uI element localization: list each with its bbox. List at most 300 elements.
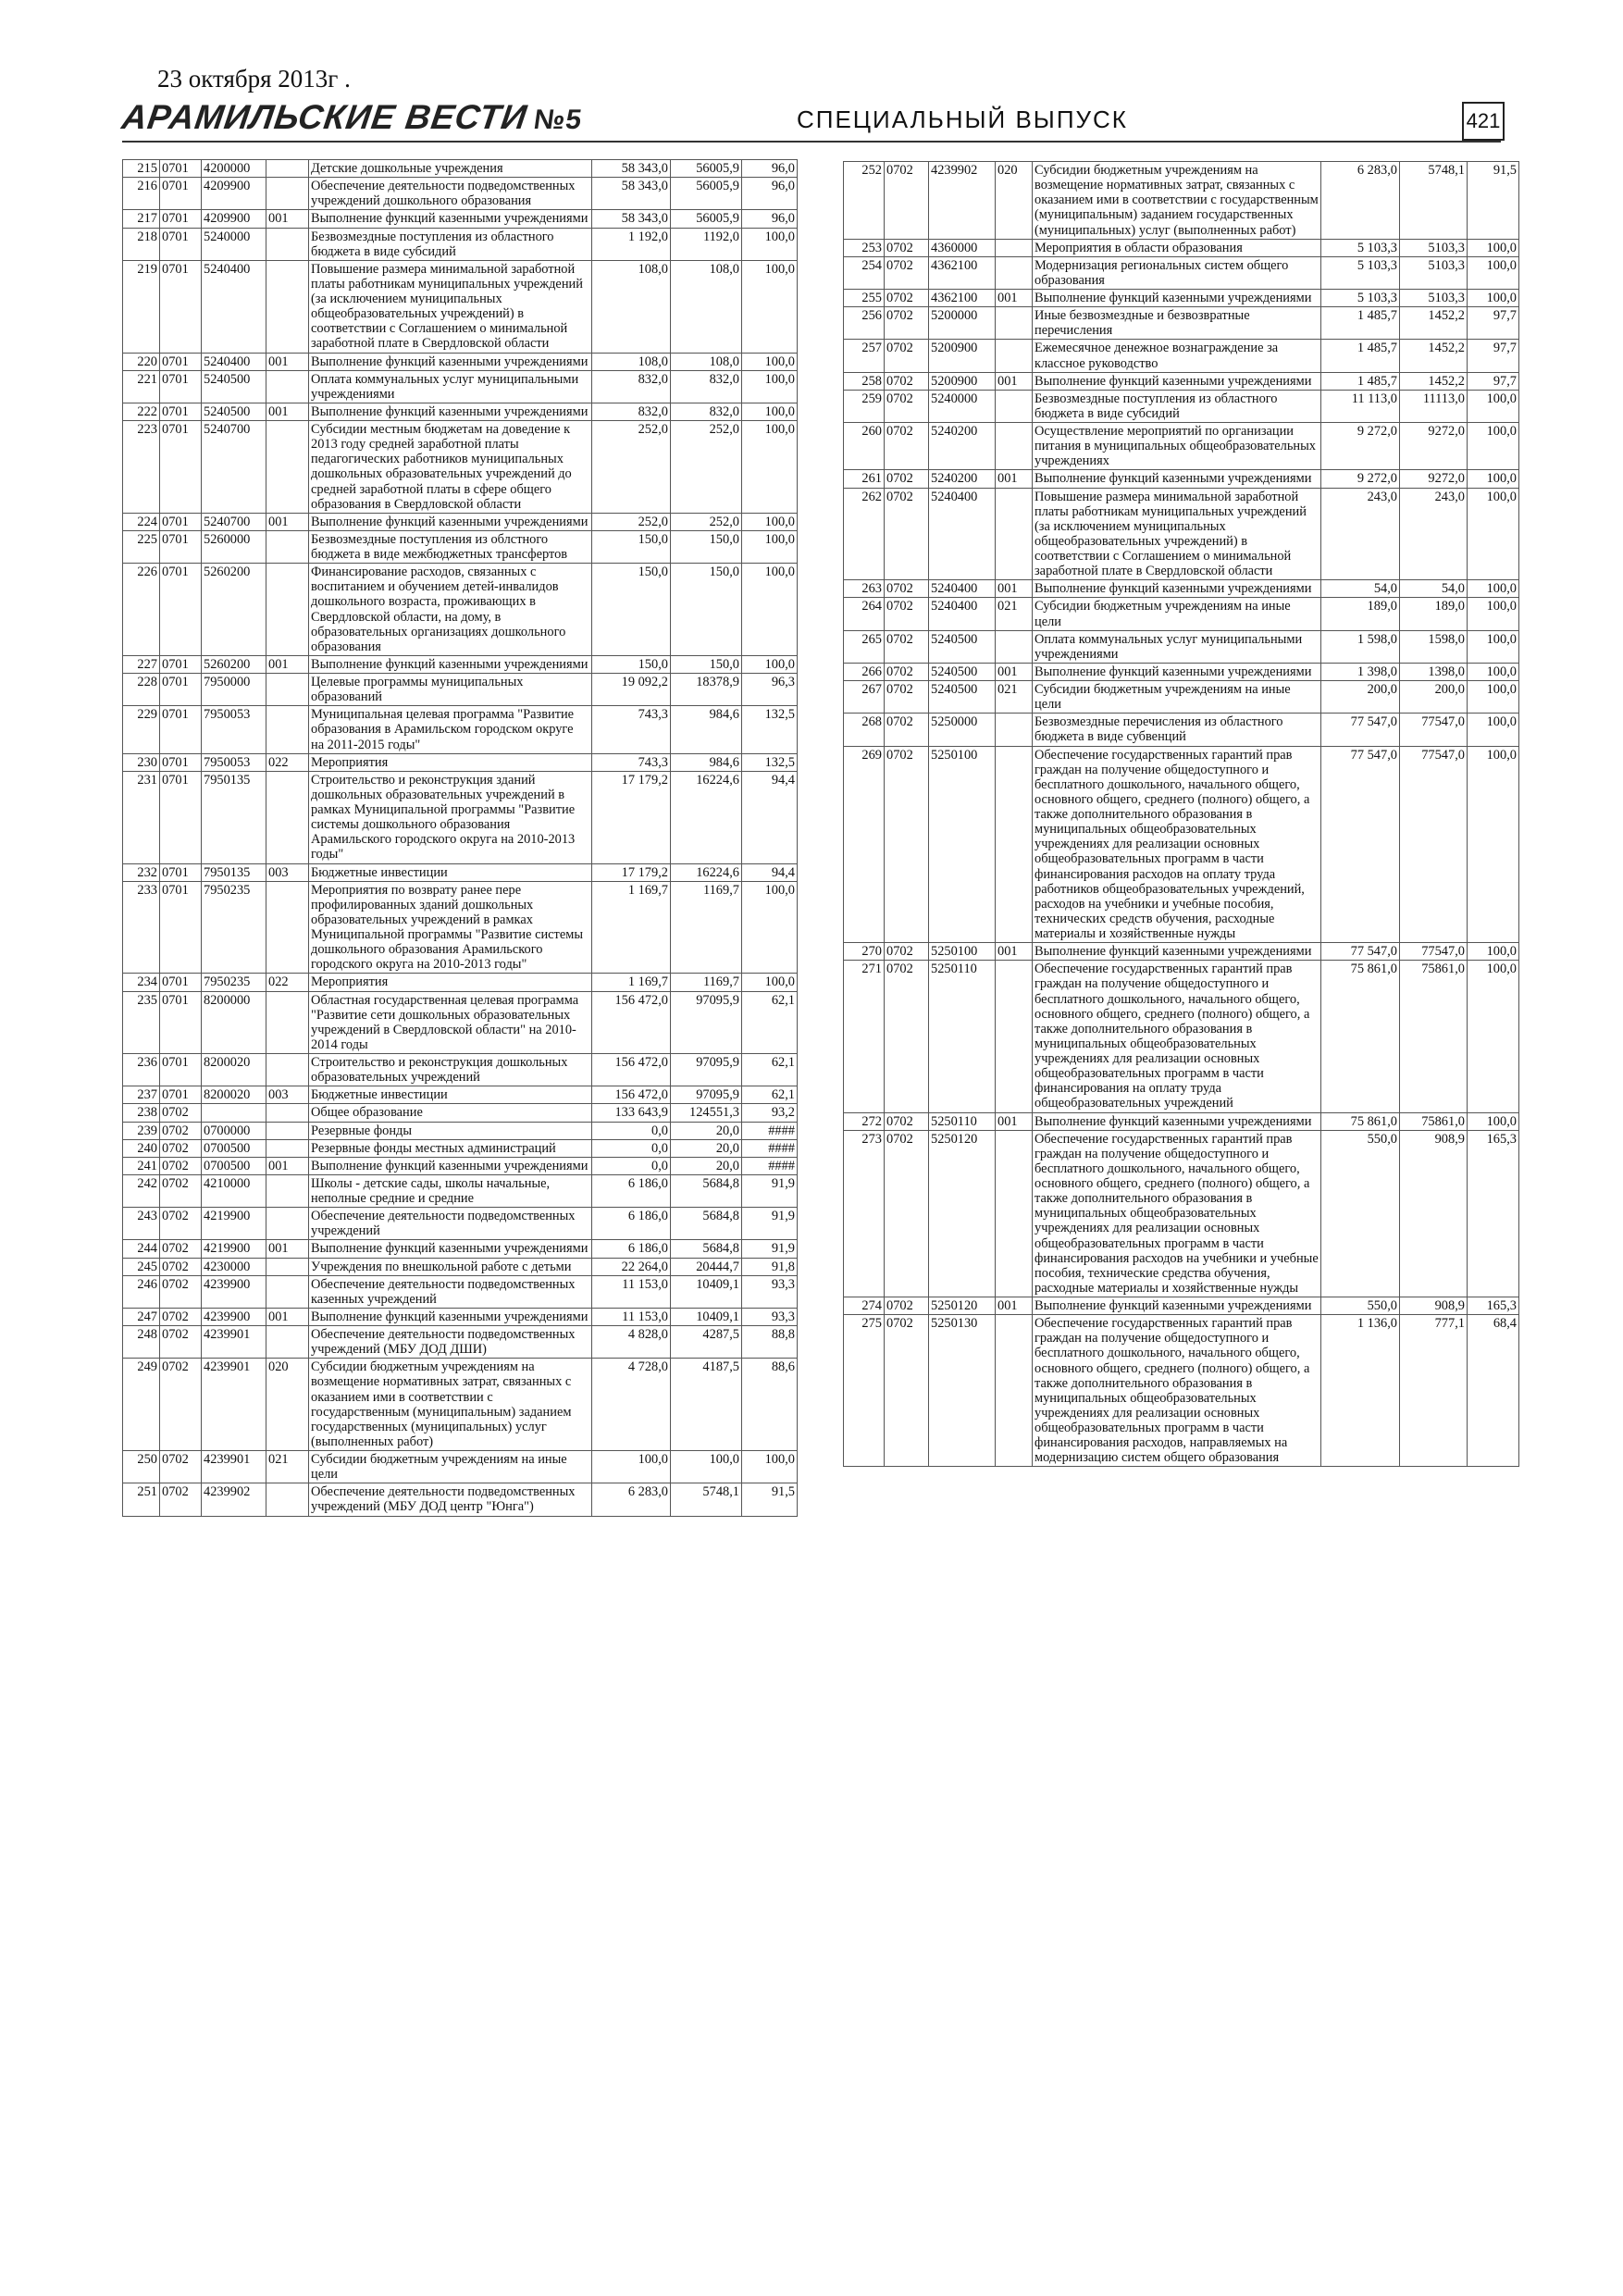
percent: 100,0 <box>742 353 798 370</box>
plan-amount: 108,0 <box>592 353 671 370</box>
percent: 100,0 <box>1468 663 1519 680</box>
actual-amount: 5103,3 <box>1400 239 1468 256</box>
item-name: Детские дошкольные учреждения <box>309 160 592 178</box>
plan-amount: 11 153,0 <box>592 1275 671 1308</box>
page-number: 421 <box>1462 102 1505 141</box>
percent: 100,0 <box>1468 470 1519 488</box>
header-rule <box>122 141 1501 143</box>
target-code: 5250130 <box>929 1315 996 1467</box>
expense-type <box>996 630 1033 663</box>
target-code: 5240400 <box>202 260 266 353</box>
item-name: Безвозмездные поступления из областного бюджета в виде субсидий <box>1033 390 1321 422</box>
expense-type: 001 <box>996 580 1033 598</box>
section-code: 0702 <box>160 1359 202 1451</box>
table-row <box>123 881 798 974</box>
actual-amount: 20,0 <box>671 1139 742 1157</box>
plan-amount: 19 092,2 <box>592 674 671 706</box>
expense-type <box>996 239 1033 256</box>
target-code: 4239900 <box>202 1275 266 1308</box>
table-row <box>123 1104 798 1122</box>
row-number: 232 <box>123 863 160 881</box>
section-code: 0701 <box>160 655 202 673</box>
target-code: 5240400 <box>929 488 996 580</box>
plan-amount: 243,0 <box>1321 488 1400 580</box>
actual-amount: 5748,1 <box>671 1483 742 1516</box>
item-name: Иные безвозмездные и безвозвратные перечисления <box>1033 307 1321 340</box>
actual-amount: 124551,3 <box>671 1104 742 1122</box>
percent: 100,0 <box>742 1451 798 1483</box>
row-number: 265 <box>844 630 885 663</box>
item-name: Модернизация региональных систем общего образования <box>1033 256 1321 289</box>
item-name: Осуществление мероприятий по организации питания в муниципальных общеобразовательных учреждениях <box>1033 423 1321 470</box>
row-number: 255 <box>844 290 885 307</box>
actual-amount: 832,0 <box>671 403 742 420</box>
actual-amount: 984,6 <box>671 706 742 753</box>
table-row <box>844 1315 1519 1467</box>
special-issue-label: СПЕЦИАЛЬНЫЙ ВЫПУСК <box>797 105 1128 133</box>
newspaper-title <box>119 98 585 137</box>
row-number: 230 <box>123 753 160 771</box>
section-code: 0702 <box>885 598 929 630</box>
table-row <box>123 564 798 656</box>
section-code: 0701 <box>160 706 202 753</box>
section-code: 0702 <box>885 961 929 1112</box>
actual-amount: 1452,2 <box>1400 340 1468 372</box>
row-number: 271 <box>844 961 885 1112</box>
section-code: 0702 <box>160 1104 202 1122</box>
newspaper-name: АРАМИЛЬСКИЕ ВЕСТИ <box>119 98 530 136</box>
actual-amount: 150,0 <box>671 564 742 656</box>
issue-date: 23 октября 2013г . <box>157 65 351 93</box>
row-number: 239 <box>123 1122 160 1139</box>
row-number: 257 <box>844 340 885 372</box>
expense-type: 001 <box>266 513 309 530</box>
percent: 91,9 <box>742 1174 798 1207</box>
target-code: 5240500 <box>929 663 996 680</box>
target-code: 4239901 <box>202 1359 266 1451</box>
table-row <box>123 1451 798 1483</box>
table-row <box>123 228 798 260</box>
item-name: Обеспечение государственных гарантий прав граждан на получение общедоступного и бесплатного дошкольного, начального общего, основного общего, среднего (полного) общего, а также дополнительного образования в муниципальных общеобразовательных учреждениях для реализации основных общеобразовательных программ в части финансирования расходов на оплату труда работников общеобразовательных учреждений, расходов на учебники и учебные пособия, технических средств обучения, расходные материалы и хозяйственные нужды <box>1033 746 1321 943</box>
percent: 100,0 <box>1468 239 1519 256</box>
section-code: 0702 <box>160 1208 202 1240</box>
percent: 100,0 <box>1468 256 1519 289</box>
item-name: Безвозмездные поступления из облстного бюджета в виде межбюджетных трансфертов <box>309 530 592 563</box>
plan-amount: 5 103,3 <box>1321 290 1400 307</box>
percent: 62,1 <box>742 1054 798 1086</box>
section-code: 0702 <box>885 714 929 746</box>
section-code: 0702 <box>885 372 929 390</box>
item-name: Мероприятия <box>309 974 592 991</box>
target-code: 5200900 <box>929 340 996 372</box>
plan-amount: 1 598,0 <box>1321 630 1400 663</box>
target-code: 4200000 <box>202 160 266 178</box>
percent: 100,0 <box>742 513 798 530</box>
section-code: 0702 <box>160 1483 202 1516</box>
actual-amount: 777,1 <box>1400 1315 1468 1467</box>
percent: 91,5 <box>1468 162 1519 240</box>
plan-amount: 54,0 <box>1321 580 1400 598</box>
row-number: 262 <box>844 488 885 580</box>
percent: 100,0 <box>1468 598 1519 630</box>
section-code: 0702 <box>885 681 929 714</box>
item-name: Выполнение функций казенными учреждениями <box>309 1157 592 1174</box>
table-row <box>123 1240 798 1258</box>
table-row <box>123 1308 798 1325</box>
target-code: 5240000 <box>202 228 266 260</box>
actual-amount: 1598,0 <box>1400 630 1468 663</box>
section-code: 0701 <box>160 530 202 563</box>
target-code <box>202 1104 266 1122</box>
actual-amount: 16224,6 <box>671 863 742 881</box>
section-code: 0702 <box>885 290 929 307</box>
percent: 88,8 <box>742 1326 798 1359</box>
item-name: Выполнение функций казенными учреждениями <box>1033 470 1321 488</box>
actual-amount: 20,0 <box>671 1122 742 1139</box>
item-name: Строительство и реконструкция дошкольных образовательных учреждений <box>309 1054 592 1086</box>
target-code: 4239902 <box>929 162 996 240</box>
target-code: 5240400 <box>202 353 266 370</box>
plan-amount: 550,0 <box>1321 1297 1400 1315</box>
table-row <box>844 390 1519 422</box>
row-number: 274 <box>844 1297 885 1315</box>
row-number: 275 <box>844 1315 885 1467</box>
table-row <box>123 513 798 530</box>
section-code: 0702 <box>885 1130 929 1297</box>
expense-type <box>996 256 1033 289</box>
table-row <box>844 290 1519 307</box>
actual-amount: 18378,9 <box>671 674 742 706</box>
percent: 165,3 <box>1468 1130 1519 1297</box>
plan-amount: 9 272,0 <box>1321 423 1400 470</box>
target-code: 4362100 <box>929 290 996 307</box>
expense-type: 021 <box>996 681 1033 714</box>
plan-amount: 4 828,0 <box>592 1326 671 1359</box>
item-name: Выполнение функций казенными учреждениями <box>309 655 592 673</box>
expense-type <box>996 390 1033 422</box>
plan-amount: 156 472,0 <box>592 1054 671 1086</box>
row-number: 259 <box>844 390 885 422</box>
actual-amount: 200,0 <box>1400 681 1468 714</box>
row-number: 222 <box>123 403 160 420</box>
target-code: 5240500 <box>202 403 266 420</box>
percent: 100,0 <box>742 421 798 514</box>
table-row <box>844 340 1519 372</box>
table-row <box>844 488 1519 580</box>
percent: 91,9 <box>742 1240 798 1258</box>
table-row <box>844 943 1519 961</box>
row-number: 220 <box>123 353 160 370</box>
plan-amount: 1 485,7 <box>1321 307 1400 340</box>
row-number: 236 <box>123 1054 160 1086</box>
percent: 100,0 <box>742 530 798 563</box>
plan-amount: 252,0 <box>592 421 671 514</box>
actual-amount: 11113,0 <box>1400 390 1468 422</box>
actual-amount: 5684,8 <box>671 1240 742 1258</box>
actual-amount: 150,0 <box>671 530 742 563</box>
section-code: 0702 <box>160 1275 202 1308</box>
row-number: 221 <box>123 370 160 403</box>
actual-amount: 56005,9 <box>671 178 742 210</box>
percent: 100,0 <box>742 974 798 991</box>
section-code: 0701 <box>160 421 202 514</box>
percent: 100,0 <box>742 260 798 353</box>
table-row <box>844 470 1519 488</box>
row-number: 240 <box>123 1139 160 1157</box>
percent: 97,7 <box>1468 307 1519 340</box>
actual-amount: 10409,1 <box>671 1308 742 1325</box>
plan-amount: 1 485,7 <box>1321 340 1400 372</box>
table-row <box>123 991 798 1054</box>
target-code: 4362100 <box>929 256 996 289</box>
section-code: 0701 <box>160 863 202 881</box>
target-code: 7950235 <box>202 881 266 974</box>
actual-amount: 243,0 <box>1400 488 1468 580</box>
expense-type: 022 <box>266 974 309 991</box>
row-number: 226 <box>123 564 160 656</box>
item-name: Выполнение функций казенными учреждениями <box>1033 1112 1321 1130</box>
table-row <box>844 372 1519 390</box>
plan-amount: 743,3 <box>592 753 671 771</box>
plan-amount: 832,0 <box>592 370 671 403</box>
table-row <box>844 307 1519 340</box>
plan-amount: 1 136,0 <box>1321 1315 1400 1467</box>
section-code: 0702 <box>885 307 929 340</box>
item-name: Бюджетные инвестиции <box>309 1086 592 1104</box>
percent: #### <box>742 1122 798 1139</box>
expense-type <box>996 746 1033 943</box>
row-number: 246 <box>123 1275 160 1308</box>
item-name: Строительство и реконструкция зданий дошкольных образовательных учреждений в рамках Муниципальной программы "Развитие системы дошкольного образования Арамильского городского округа на 2010-2013 годы" <box>309 771 592 863</box>
plan-amount: 200,0 <box>1321 681 1400 714</box>
target-code: 4239901 <box>202 1326 266 1359</box>
table-row <box>123 370 798 403</box>
table-row <box>123 706 798 753</box>
actual-amount: 908,9 <box>1400 1297 1468 1315</box>
row-number: 245 <box>123 1258 160 1275</box>
percent: 132,5 <box>742 706 798 753</box>
table-row <box>844 961 1519 1112</box>
percent: 100,0 <box>1468 390 1519 422</box>
section-code: 0702 <box>885 390 929 422</box>
actual-amount: 9272,0 <box>1400 423 1468 470</box>
table-row <box>123 674 798 706</box>
expense-type: 001 <box>266 655 309 673</box>
section-code: 0702 <box>160 1122 202 1139</box>
target-code: 7950000 <box>202 674 266 706</box>
plan-amount: 11 113,0 <box>1321 390 1400 422</box>
section-code: 0701 <box>160 991 202 1054</box>
plan-amount: 550,0 <box>1321 1130 1400 1297</box>
section-code: 0702 <box>885 580 929 598</box>
item-name: Обеспечение деятельности подведомственных казенных учреждений <box>309 1275 592 1308</box>
row-number: 247 <box>123 1308 160 1325</box>
section-code: 0702 <box>160 1451 202 1483</box>
actual-amount: 1452,2 <box>1400 307 1468 340</box>
item-name: Выполнение функций казенными учреждениями <box>309 1308 592 1325</box>
percent: 96,3 <box>742 674 798 706</box>
expense-type <box>266 1208 309 1240</box>
actual-amount: 1452,2 <box>1400 372 1468 390</box>
row-number: 235 <box>123 991 160 1054</box>
item-name: Выполнение функций казенными учреждениями <box>309 353 592 370</box>
table-row <box>844 1130 1519 1297</box>
budget-table-left <box>122 159 798 1517</box>
row-number: 218 <box>123 228 160 260</box>
target-code: 5240400 <box>929 580 996 598</box>
target-code: 4209900 <box>202 178 266 210</box>
row-number: 227 <box>123 655 160 673</box>
actual-amount: 5103,3 <box>1400 256 1468 289</box>
section-code: 0701 <box>160 771 202 863</box>
row-number: 237 <box>123 1086 160 1104</box>
percent: 91,9 <box>742 1208 798 1240</box>
actual-amount: 20444,7 <box>671 1258 742 1275</box>
expense-type: 001 <box>266 1157 309 1174</box>
actual-amount: 5103,3 <box>1400 290 1468 307</box>
section-code: 0701 <box>160 160 202 178</box>
percent: 62,1 <box>742 991 798 1054</box>
target-code: 7950053 <box>202 706 266 753</box>
section-code: 0701 <box>160 370 202 403</box>
section-code: 0702 <box>885 943 929 961</box>
percent: 62,1 <box>742 1086 798 1104</box>
plan-amount: 17 179,2 <box>592 771 671 863</box>
section-code: 0701 <box>160 753 202 771</box>
expense-type: 020 <box>266 1359 309 1451</box>
plan-amount: 5 103,3 <box>1321 239 1400 256</box>
actual-amount: 75861,0 <box>1400 961 1468 1112</box>
target-code: 7950235 <box>202 974 266 991</box>
percent: 165,3 <box>1468 1297 1519 1315</box>
plan-amount: 11 153,0 <box>592 1308 671 1325</box>
expense-type <box>996 307 1033 340</box>
target-code: 8200000 <box>202 991 266 1054</box>
row-number: 248 <box>123 1326 160 1359</box>
row-number: 256 <box>844 307 885 340</box>
row-number: 268 <box>844 714 885 746</box>
row-number: 223 <box>123 421 160 514</box>
plan-amount: 252,0 <box>592 513 671 530</box>
actual-amount: 16224,6 <box>671 771 742 863</box>
plan-amount: 133 643,9 <box>592 1104 671 1122</box>
table-row <box>123 160 798 178</box>
actual-amount: 189,0 <box>1400 598 1468 630</box>
plan-amount: 6 186,0 <box>592 1240 671 1258</box>
percent: 132,5 <box>742 753 798 771</box>
section-code: 0702 <box>885 630 929 663</box>
expense-type: 021 <box>996 598 1033 630</box>
section-code: 0702 <box>160 1139 202 1157</box>
plan-amount: 156 472,0 <box>592 1086 671 1104</box>
target-code: 4210000 <box>202 1174 266 1207</box>
item-name: Обеспечение государственных гарантий прав граждан на получение общедоступного и бесплатного дошкольного, начального общего, основного общего, среднего (полного) общего, а также дополнительного образования в муниципальных общеобразовательных учреждениях для реализации основных общеобразовательных программ в части финансирования на оплату труда общеобразовательных учреждений <box>1033 961 1321 1112</box>
actual-amount: 10409,1 <box>671 1275 742 1308</box>
target-code: 5240500 <box>929 630 996 663</box>
item-name: Ежемесячное денежное вознаграждение за классное руководство <box>1033 340 1321 372</box>
plan-amount: 22 264,0 <box>592 1258 671 1275</box>
row-number: 263 <box>844 580 885 598</box>
section-code: 0701 <box>160 881 202 974</box>
target-code: 8200020 <box>202 1086 266 1104</box>
percent: 96,0 <box>742 160 798 178</box>
row-number: 233 <box>123 881 160 974</box>
target-code: 8200020 <box>202 1054 266 1086</box>
percent: 100,0 <box>742 228 798 260</box>
expense-type <box>266 370 309 403</box>
plan-amount: 1 192,0 <box>592 228 671 260</box>
plan-amount: 6 186,0 <box>592 1174 671 1207</box>
expense-type: 020 <box>996 162 1033 240</box>
percent: 91,8 <box>742 1258 798 1275</box>
expense-type: 001 <box>266 403 309 420</box>
expense-type <box>996 714 1033 746</box>
plan-amount: 100,0 <box>592 1451 671 1483</box>
target-code: 4239901 <box>202 1451 266 1483</box>
target-code: 4239900 <box>202 1308 266 1325</box>
section-code: 0701 <box>160 353 202 370</box>
target-code: 5240200 <box>929 423 996 470</box>
row-number: 234 <box>123 974 160 991</box>
row-number: 215 <box>123 160 160 178</box>
actual-amount: 56005,9 <box>671 210 742 228</box>
actual-amount: 77547,0 <box>1400 943 1468 961</box>
expense-type <box>266 1326 309 1359</box>
expense-type: 022 <box>266 753 309 771</box>
item-name: Выполнение функций казенными учреждениями <box>309 403 592 420</box>
table-row <box>123 421 798 514</box>
plan-amount: 150,0 <box>592 530 671 563</box>
percent: 100,0 <box>1468 423 1519 470</box>
actual-amount: 5684,8 <box>671 1174 742 1207</box>
item-name: Повышение размера минимальной заработной платы работникам муниципальных учреждений (за исключением муниципальных общеобразовательных учреждений) в соответствии с Соглашением о минимальной заработной плате в Свердловской области <box>309 260 592 353</box>
item-name: Субсидии местным бюджетам на доведение к 2013 году средней заработной платы педагогических работников муниципальных дошкольных образовательных учреждений до средней заработной платы в сфере общего образования в Свердловской области <box>309 421 592 514</box>
table-row <box>844 580 1519 598</box>
item-name: Выполнение функций казенными учреждениями <box>1033 580 1321 598</box>
expense-type <box>266 1054 309 1086</box>
section-code: 0701 <box>160 974 202 991</box>
table-row <box>123 1054 798 1086</box>
section-code: 0702 <box>885 1297 929 1315</box>
actual-amount: 56005,9 <box>671 160 742 178</box>
section-code: 0702 <box>160 1240 202 1258</box>
item-name: Обеспечение деятельности подведомственных учреждений (МБУ ДОД ДШИ) <box>309 1326 592 1359</box>
section-code: 0702 <box>885 663 929 680</box>
table-row <box>123 1258 798 1275</box>
actual-amount: 1398,0 <box>1400 663 1468 680</box>
section-code: 0702 <box>160 1308 202 1325</box>
row-number: 225 <box>123 530 160 563</box>
table-row <box>844 681 1519 714</box>
actual-amount: 108,0 <box>671 260 742 353</box>
item-name: Выполнение функций казенными учреждениями <box>1033 372 1321 390</box>
target-code: 5240500 <box>929 681 996 714</box>
plan-amount: 156 472,0 <box>592 991 671 1054</box>
table-row <box>844 663 1519 680</box>
target-code: 5260200 <box>202 655 266 673</box>
item-name: Выполнение функций казенными учреждениями <box>309 210 592 228</box>
item-name: Школы - детские сады, школы начальные, неполные средние и средние <box>309 1174 592 1207</box>
row-number: 231 <box>123 771 160 863</box>
row-number: 260 <box>844 423 885 470</box>
table-row <box>123 1086 798 1104</box>
section-code: 0702 <box>885 162 929 240</box>
percent: 88,6 <box>742 1359 798 1451</box>
percent: 100,0 <box>742 370 798 403</box>
plan-amount: 58 343,0 <box>592 160 671 178</box>
plan-amount: 75 861,0 <box>1321 961 1400 1112</box>
row-number: 254 <box>844 256 885 289</box>
